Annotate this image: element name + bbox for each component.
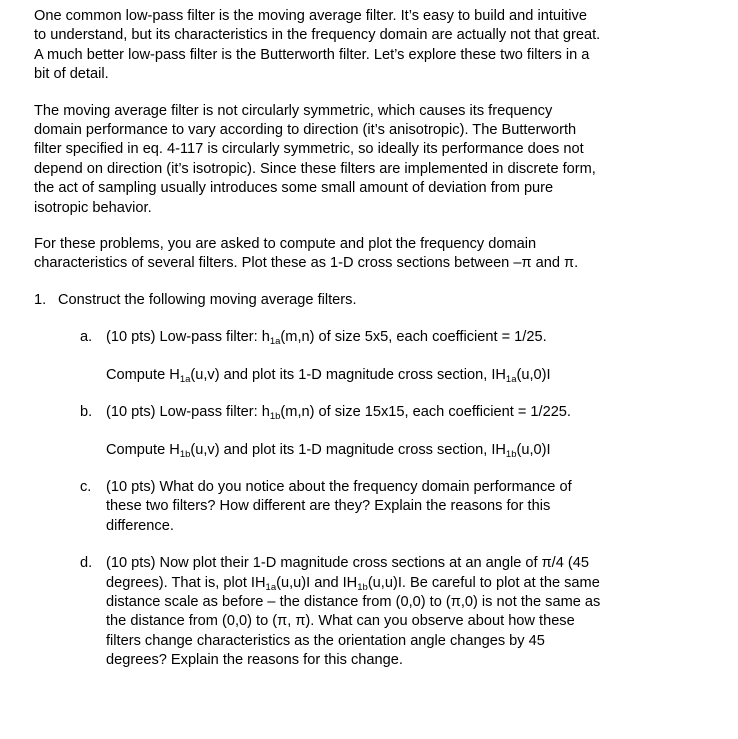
item-b (80, 403, 724, 422)
document-page (34, 7, 724, 671)
item-a-label: a. (80, 329, 93, 346)
item-a (80, 328, 724, 347)
item-a-text-pre: (10 pts) Low-pass filter: h (106, 329, 270, 346)
item-b-text (106, 403, 688, 422)
symmetry-paragraph (34, 102, 724, 218)
item-c-label: c. (80, 478, 92, 495)
symmetry-line: filter specified in eq. 4-117 is circularly symmetric, so ideally its performance does not (34, 141, 584, 158)
symmetry-line: isotropic behavior. (34, 199, 152, 216)
item-d-subscript: 1b (357, 581, 368, 593)
item-b-subscript: 1b (269, 411, 281, 423)
item-d-text (106, 554, 688, 670)
item-b-compute (106, 441, 724, 460)
item-c-line: (10 pts) What do you notice about the frequency domain performance of (106, 478, 572, 495)
item-d-label: d. (80, 555, 93, 572)
item-a-compute-post: (u,0)I (516, 366, 551, 383)
intro-paragraph (34, 7, 724, 85)
item-d-line: distance scale as before – the distance from (0,0) to (π,0) is not the same as (106, 593, 601, 610)
instructions-paragraph (34, 235, 724, 274)
item-a-text-post: (m,n) of size 5x5, each coefficient = 1/25. (280, 329, 547, 346)
item-a-compute-subscript: 1a (505, 373, 517, 385)
instructions-line: For these problems, you are asked to compute and plot the frequency domain (34, 236, 537, 253)
item-d-line: the distance from (0,0) to (π, π). What can you observe about how these (106, 613, 575, 630)
item-b-compute-subscript: 1b (505, 448, 517, 460)
question-1-text: Construct the following moving average filters. (58, 291, 357, 308)
item-d-line: degrees? Explain the reasons for this change. (106, 652, 403, 669)
intro-line: A much better low-pass filter is the Butterworth filter. Let’s explore these two filters in a (34, 46, 590, 63)
item-c-line: these two filters? How different are they? Explain the reasons for this (106, 498, 551, 515)
intro-line: One common low-pass filter is the moving average filter. It’s easy to build and intuitive (34, 8, 587, 24)
symmetry-line: depend on direction (it’s isotropic). Since these filters are implemented in discrete form, (34, 160, 596, 177)
item-c-text (106, 478, 688, 536)
item-d-subscript: 1a (265, 581, 277, 593)
intro-line: bit of detail. (34, 66, 109, 83)
item-a-compute-subscript: 1a (179, 373, 191, 385)
item-d-line2-b: (u,u)I and IH (276, 574, 358, 591)
item-d-line2-c: (u,u)I. Be careful to plot at the same (367, 574, 600, 591)
item-d-line (106, 574, 688, 593)
item-a-text (106, 328, 688, 347)
intro-line: to understand, but its characteristics in the frequency domain are actually not that great. (34, 27, 601, 44)
item-a-compute-mid: (u,v) and plot its 1-D magnitude cross section, IH (190, 366, 506, 383)
question-1 (34, 291, 724, 310)
symmetry-line: The moving average filter is not circularly symmetric, which causes its frequency (34, 102, 553, 119)
instructions-line: characteristics of several filters. Plot these as 1-D cross sections between –π and π. (34, 255, 579, 272)
symmetry-line: the act of sampling usually introduces some small amount of deviation from pure (34, 180, 554, 197)
item-a-compute (106, 366, 724, 385)
item-b-compute-post: (u,0)I (516, 441, 551, 458)
item-d (80, 554, 724, 670)
question-1-number: 1. (34, 291, 47, 308)
item-d-line2-a: degrees). That is, plot IH (106, 574, 266, 591)
item-a-compute-pre: Compute H (106, 366, 180, 383)
item-a-subscript: 1a (269, 336, 281, 348)
item-b-compute-mid: (u,v) and plot its 1-D magnitude cross section, IH (190, 441, 506, 458)
item-b-text-post: (m,n) of size 15x15, each coefficient = 1/225. (280, 404, 571, 421)
symmetry-line: domain performance to vary according to direction (it’s anisotropic). The Butterworth (34, 122, 577, 139)
item-c (80, 478, 724, 536)
item-d-line: filters change characteristics as the orientation angle changes by 45 (106, 632, 545, 649)
item-b-text-pre: (10 pts) Low-pass filter: h (106, 404, 270, 421)
item-b-compute-subscript: 1b (179, 448, 191, 460)
item-b-compute-pre: Compute H (106, 441, 180, 458)
item-d-line: (10 pts) Now plot their 1-D magnitude cross sections at an angle of π/4 (45 (106, 555, 589, 572)
item-b-label: b. (80, 404, 93, 421)
item-c-line: difference. (106, 517, 174, 534)
